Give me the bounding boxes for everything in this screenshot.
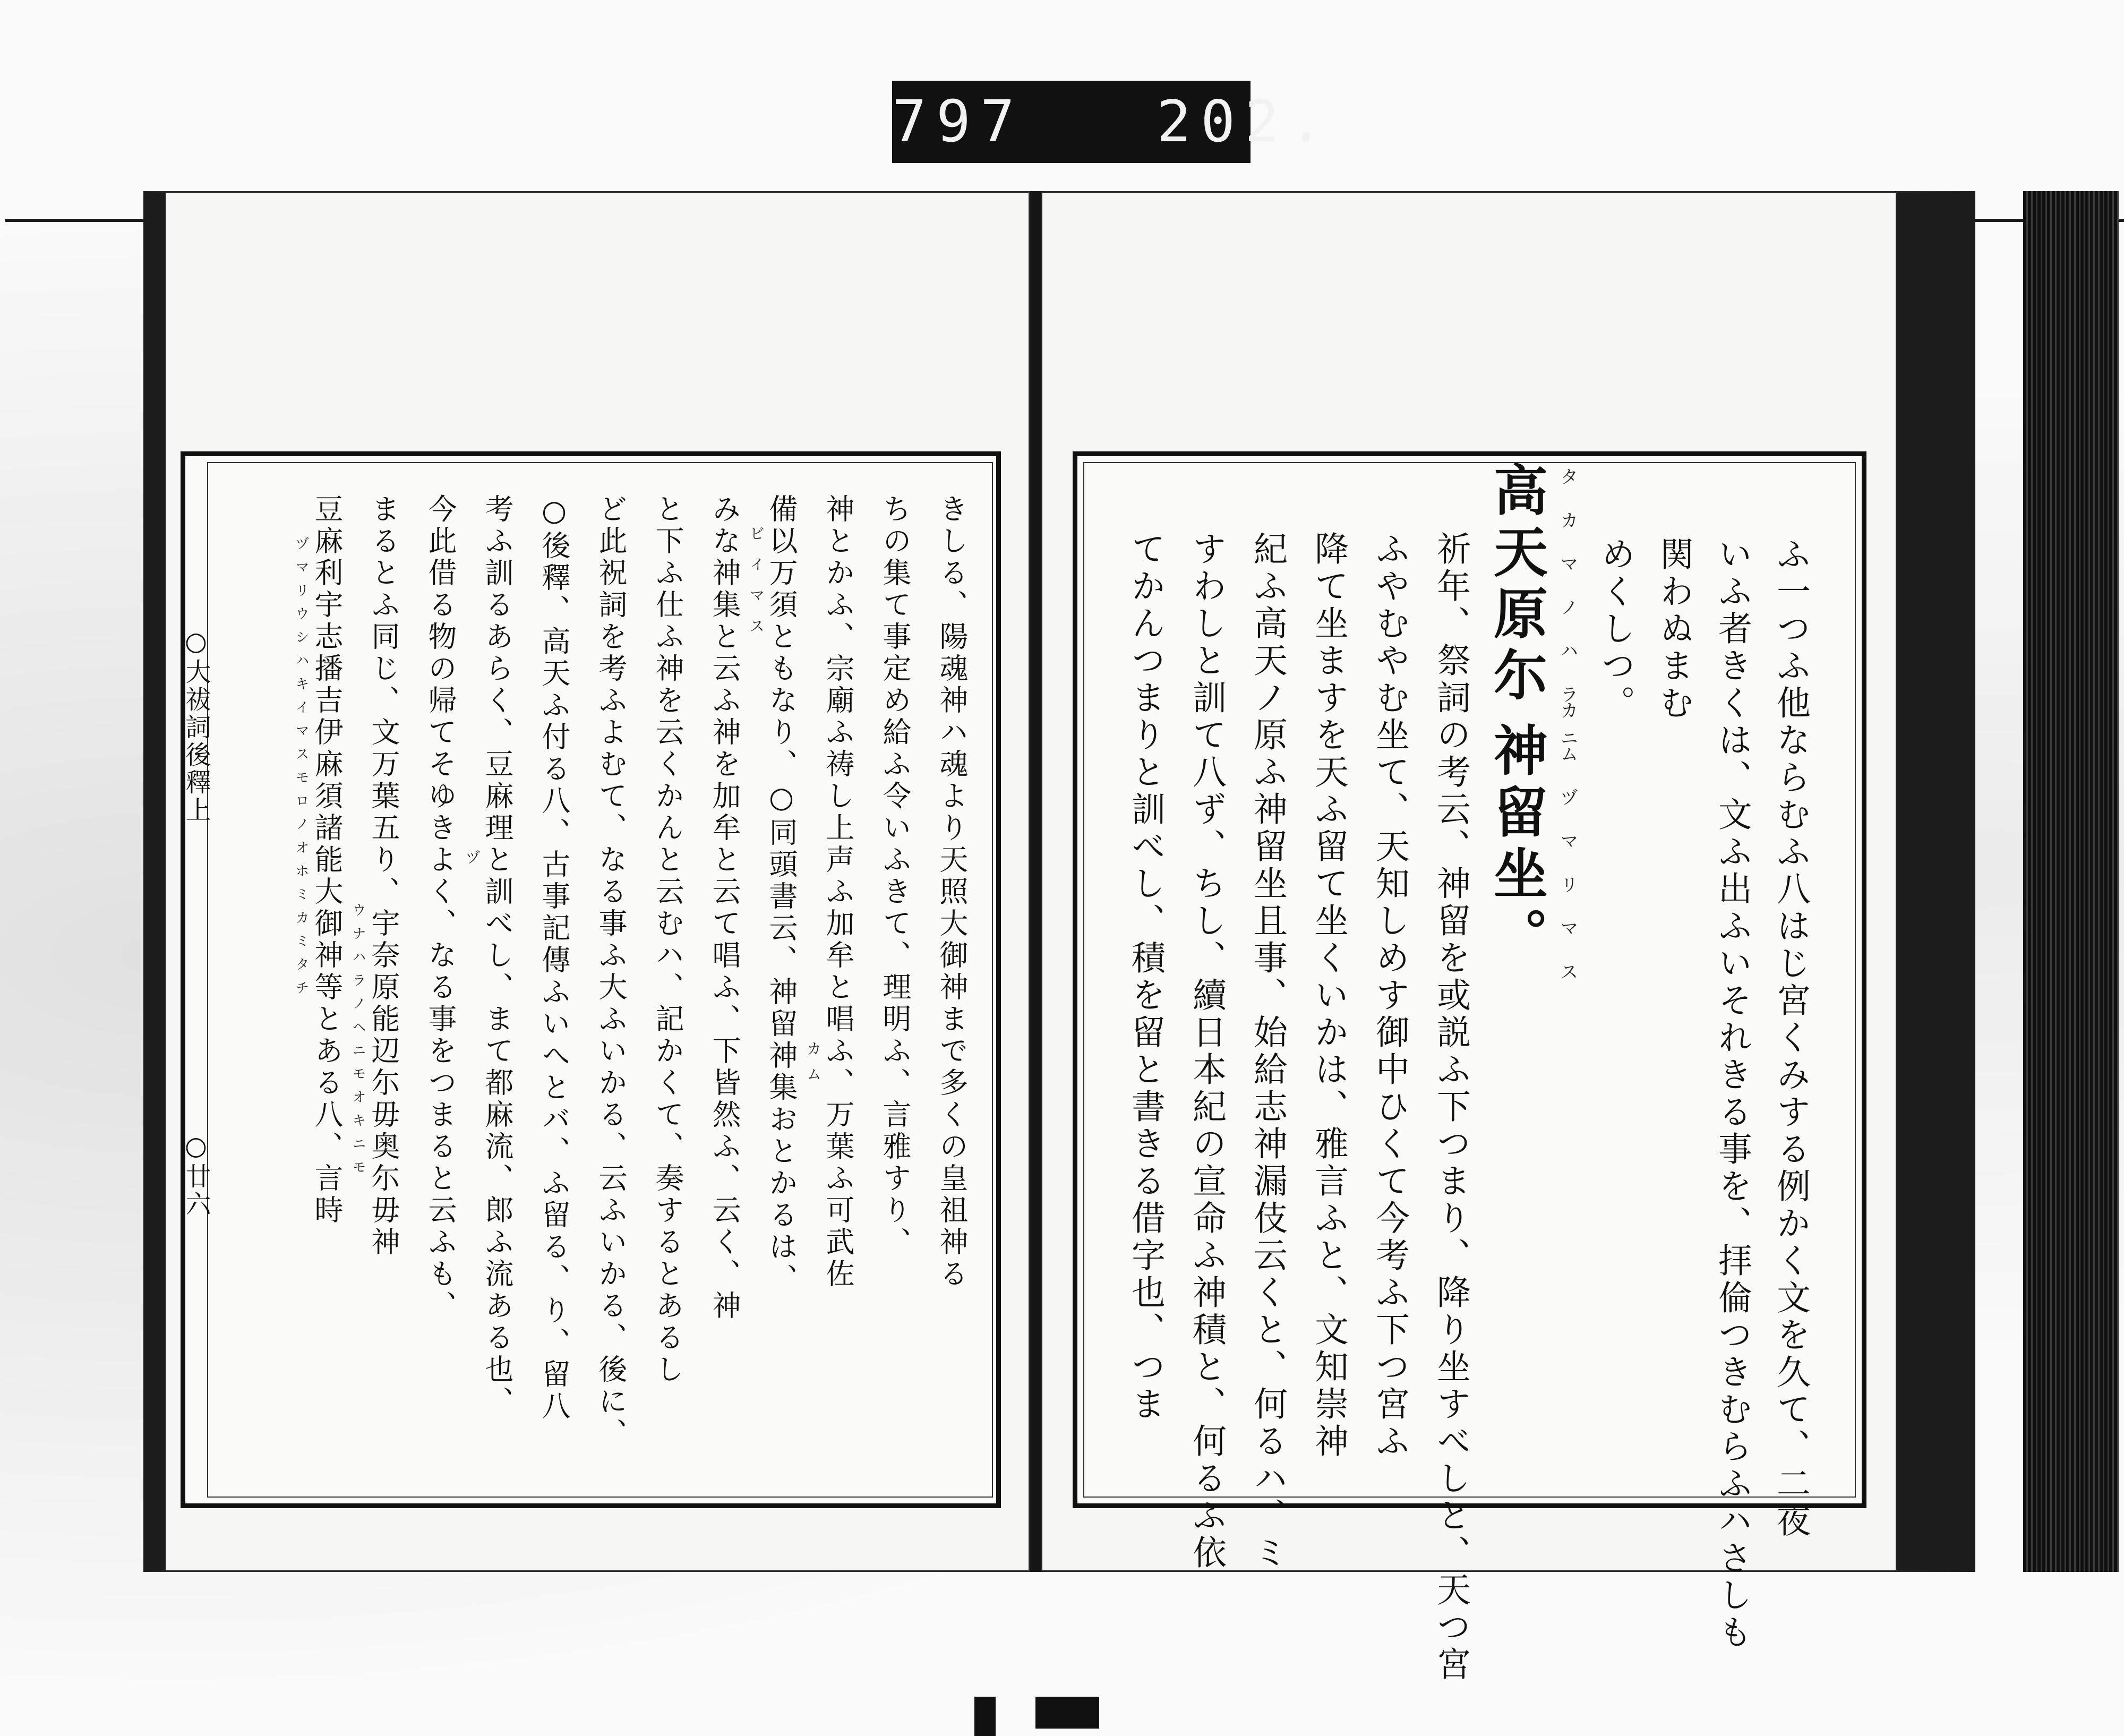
text-line: 降て坐ますを天ふ留て坐くいかは、雅言ふと、文知崇神	[1309, 531, 1348, 1460]
text-line: いふ者きくは、文ふ出ふいそれきる事を、拝倫つきむらふハさしも	[1712, 536, 1752, 1652]
text-line: ちの集て事定め給ふ令いふきて、理明ふ、言雅すり、	[878, 494, 912, 1259]
text-line: 紀ふ高天ノ原ふ神留坐且事、始給志神漏伎云くと、何るハ、ミ	[1248, 531, 1287, 1572]
text-line: ふ一つふ他ならむふ八はじ宮くみする例かく文を久て、二夜	[1771, 536, 1810, 1540]
text-line: ○後釋、高天ふ付る八、古事記傳ふいへとバ、ふ留る、り、留八	[537, 494, 571, 1423]
ruby-text: ヅ	[464, 850, 481, 890]
text-line: みな神集と云ふ神を加牟と云て唱ふ、下皆然ふ、云く、神	[708, 494, 741, 1322]
text-line: すわしと訓て八ず、ちし、續日本紀の宣命ふ神積と、何るふ依	[1187, 531, 1226, 1572]
ruby-text: ウナハラノヘニモオキニモ	[350, 903, 366, 1183]
text-line: まるとふ同じ、文万葉五り、宇奈原能辺尓毋奥尓毋神	[367, 494, 400, 1259]
page-edges	[2023, 191, 2119, 1572]
catalog-label: 797 202.	[892, 81, 1251, 163]
heading-furigana: カムヅマリマス	[1557, 701, 1578, 1006]
text-line: きしる、陽魂神ハ魂より天照大御神まで多くの皇祖神る	[935, 494, 969, 1290]
clip-mark	[1035, 1697, 1099, 1729]
ruby-text: カム	[804, 1041, 822, 1092]
text-line: てかんつまりと訓べし、積を留と書きる借字也、つま	[1126, 531, 1165, 1423]
text-line: ふやむやむ坐て、天知しめす御中ひくて今考ふ下つ宮ふ	[1370, 531, 1409, 1460]
heading-furigana: タカマノハラニ	[1557, 467, 1578, 772]
heading-line: 神留坐。	[1485, 722, 1548, 969]
text-line: 祈年、祭詞の考云、神留を或説ふ下つまり、降り坐すべしと、天つ宮	[1431, 531, 1470, 1683]
heading-line: 高天原尓	[1485, 462, 1548, 708]
text-line: 備以万須ともなり、○同頭書云、神留神集おとかるは、	[765, 494, 798, 1295]
text-line: 関わぬまむ	[1654, 536, 1693, 722]
ruby-text: ビイマス	[748, 526, 765, 649]
clip-mark	[974, 1697, 996, 1736]
text-line: 豆麻利宇志播吉伊麻須諸能大御神等とある八、言時	[310, 494, 344, 1227]
text-line: と下ふ仕ふ神を云くかんと云むハ、記かくて、奏するとあるし	[651, 494, 684, 1386]
page-number: ○廿六	[181, 1131, 211, 1218]
book-spine	[1030, 191, 1041, 1572]
text-line: 神とかふ、宗廟ふ祷し上声ふ加牟と唱ふ、万葉ふ可武佐	[821, 494, 855, 1290]
text-line: めくしつ。	[1596, 536, 1635, 722]
ruby-text: ヅマリウシハキイマスモロノオホミカミタチ	[293, 536, 309, 1004]
text-line: ど此祝詞を考ふよむて、なる事ふ大ふいかる、云ふいかる、後に、	[594, 494, 628, 1450]
text-line: 考ふ訓るあらく、豆麻理と訓べし、まて都麻流、郎ふ流ある也、	[481, 494, 514, 1418]
text-line: 今此借る物の帰てそゆきよく、なる事をつまると云ふも、	[424, 494, 457, 1322]
running-title: ○大祓詞後釋上	[181, 627, 211, 824]
